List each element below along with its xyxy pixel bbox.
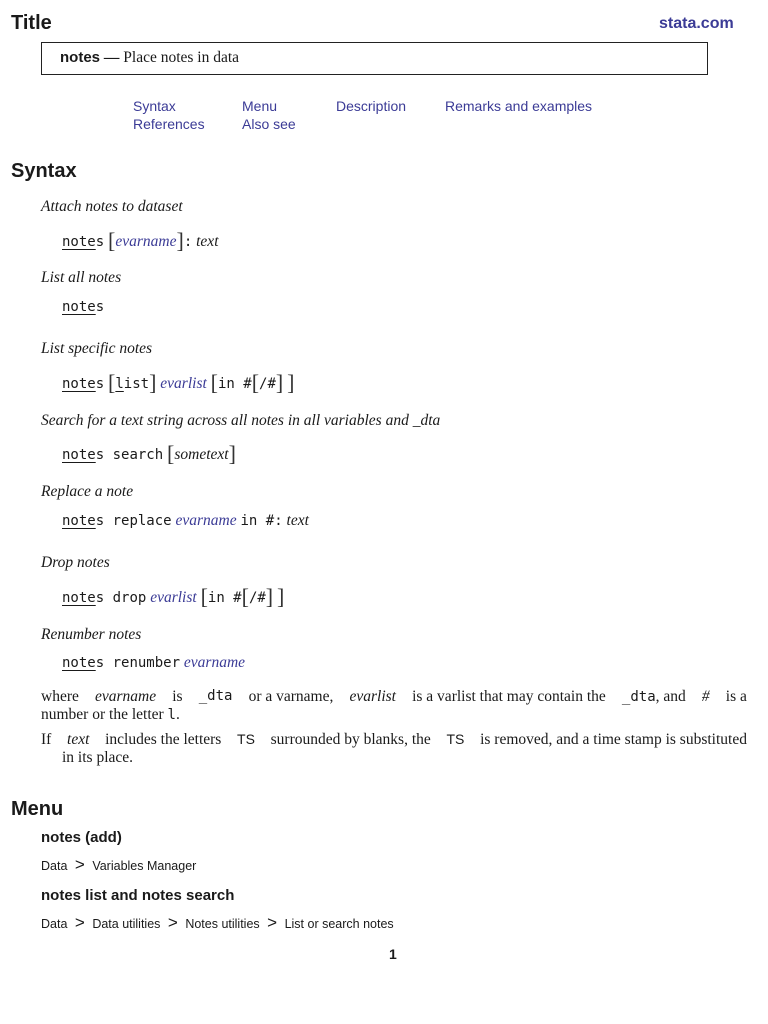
bracket-open: [ <box>241 584 249 609</box>
where-line-2 <box>41 706 180 724</box>
slash-hash: /# <box>248 590 266 606</box>
site-link[interactable]: stata.com <box>659 15 734 32</box>
syntax-heading: Syntax <box>11 160 77 182</box>
nav-link-syntax[interactable]: Syntax <box>133 98 176 114</box>
menu-path-item: Variables Manager <box>92 859 197 873</box>
title-box <box>41 42 708 75</box>
bracket-open: [ <box>108 228 116 253</box>
menu-path-item: Notes utilities <box>185 917 260 931</box>
cmd-rest: s <box>95 234 105 250</box>
list-specific-syntax <box>62 368 294 394</box>
menu-list-path <box>41 913 394 933</box>
slash-hash: /# <box>259 376 276 392</box>
list-specific-label: List specific notes <box>41 340 153 357</box>
nav-link-references[interactable]: References <box>133 116 205 132</box>
replace-syntax <box>62 512 309 530</box>
menu-path-separator: > <box>267 913 278 932</box>
colon: : <box>274 513 283 529</box>
bracket-open: [ <box>167 441 175 466</box>
cmd-abbrev: note <box>62 299 96 315</box>
where-letter: l <box>167 707 176 723</box>
arg-text: text <box>196 233 219 250</box>
subcommand: search <box>112 447 164 463</box>
where-dta: _dta <box>198 688 233 704</box>
bracket-open: [ <box>108 370 116 395</box>
if-line-2: in its place. <box>62 749 134 766</box>
bracket-close: ] <box>277 584 285 609</box>
subcommand: drop <box>112 590 147 606</box>
menu-list-heading: notes list and notes search <box>41 887 235 904</box>
arg-evarlist: evarlist <box>150 589 197 606</box>
where-text: or a varname, <box>248 688 334 705</box>
replace-label: Replace a note <box>41 483 134 500</box>
nav-link-also-see[interactable]: Also see <box>242 116 296 132</box>
title-line <box>60 49 239 67</box>
where-text: . <box>175 706 180 723</box>
title-description: Place notes in data <box>123 49 240 66</box>
list-all-label: List all notes <box>41 269 122 286</box>
where-text: is <box>172 688 183 705</box>
bracket-close: ] <box>228 441 236 466</box>
bracket-close: ] <box>287 370 295 395</box>
where-hash: # <box>701 688 710 705</box>
title-command: notes <box>60 49 101 66</box>
where-text: , and <box>655 688 686 705</box>
bracket-close: ] <box>275 370 284 395</box>
opt-rest: ist <box>123 376 150 392</box>
bracket-open: [ <box>200 584 208 609</box>
if-text: includes the letters <box>105 731 222 748</box>
title-dash: — <box>103 49 120 66</box>
drop-syntax <box>62 582 284 608</box>
renumber-syntax <box>62 654 245 672</box>
nav-link-remarks[interactable]: Remarks and examples <box>445 98 593 114</box>
attach-label: Attach notes to dataset <box>41 198 183 215</box>
drop-label: Drop notes <box>41 554 110 571</box>
arg-sometext: sometext <box>174 446 229 463</box>
renumber-label: Renumber notes <box>41 626 142 643</box>
if-text-arg: text <box>67 731 90 748</box>
subcommand: renumber <box>112 655 181 671</box>
search-label: Search for a text string across all notes in all variables and _dta <box>41 412 441 429</box>
if-text: is removed, and a time stamp is substituted <box>480 731 747 748</box>
bracket-open: [ <box>251 370 260 395</box>
in-hash: in # <box>240 513 275 529</box>
page-number: 1 <box>389 946 397 962</box>
where-evarlist: evarlist <box>349 688 396 705</box>
in-hash: in # <box>218 376 252 392</box>
bracket-close: ] <box>149 370 157 395</box>
bracket-close: ] <box>176 228 184 253</box>
page-header-title: Title <box>11 12 52 34</box>
cmd-rest: s <box>95 655 105 671</box>
menu-path-separator: > <box>74 855 85 874</box>
nav-link-menu[interactable]: Menu <box>242 98 278 114</box>
where-evarname: evarname <box>95 688 157 705</box>
where-text: where <box>41 688 79 705</box>
cmd-rest: s <box>95 299 105 315</box>
menu-add-path <box>41 855 196 875</box>
bracket-close: ] <box>265 584 274 609</box>
where-dta: _dta <box>621 689 656 705</box>
in-hash: in # <box>207 590 242 606</box>
where-text: is a <box>725 688 747 705</box>
where-text: is a varlist that may contain the <box>412 688 606 705</box>
attach-syntax <box>62 226 219 252</box>
arg-evarname: evarname <box>175 512 237 529</box>
where-line-1 <box>41 688 747 706</box>
menu-heading: Menu <box>11 798 64 820</box>
menu-path-item: Data utilities <box>92 917 161 931</box>
menu-path-item: Data <box>41 917 68 931</box>
cmd-abbrev: note <box>62 376 96 392</box>
if-line-1 <box>41 731 747 749</box>
cmd-rest: s <box>95 376 105 392</box>
menu-path-item: List or search notes <box>284 917 394 931</box>
cmd-abbrev: note <box>62 513 96 529</box>
cmd-rest: s <box>95 590 105 606</box>
arg-evarlist: evarlist <box>160 375 207 392</box>
cmd-abbrev: note <box>62 655 96 671</box>
menu-add-heading: notes (add) <box>41 829 122 846</box>
cmd-abbrev: note <box>62 590 96 606</box>
arg-text: text <box>286 512 309 529</box>
colon: : <box>183 234 193 250</box>
cmd-abbrev: note <box>62 447 96 463</box>
cmd-rest: s <box>95 447 105 463</box>
arg-evarname: evarname <box>115 233 177 250</box>
where-text: number or the letter <box>41 706 164 723</box>
if-ts: TS <box>446 731 465 747</box>
menu-path-item: Data <box>41 859 68 873</box>
cmd-rest: s <box>95 513 105 529</box>
menu-path-separator: > <box>167 913 178 932</box>
bracket-open: [ <box>210 370 218 395</box>
opt-abbrev: l <box>115 376 124 392</box>
subcommand: replace <box>112 513 172 529</box>
search-syntax <box>62 439 236 465</box>
if-text: surrounded by blanks, the <box>270 731 431 748</box>
if-ts: TS <box>237 731 255 747</box>
menu-path-separator: > <box>74 913 85 932</box>
nav-link-description[interactable]: Description <box>336 98 407 114</box>
list-all-syntax <box>62 299 104 315</box>
cmd-abbrev: note <box>62 234 96 250</box>
if-text: If <box>41 731 52 748</box>
arg-evarname: evarname <box>183 654 246 671</box>
